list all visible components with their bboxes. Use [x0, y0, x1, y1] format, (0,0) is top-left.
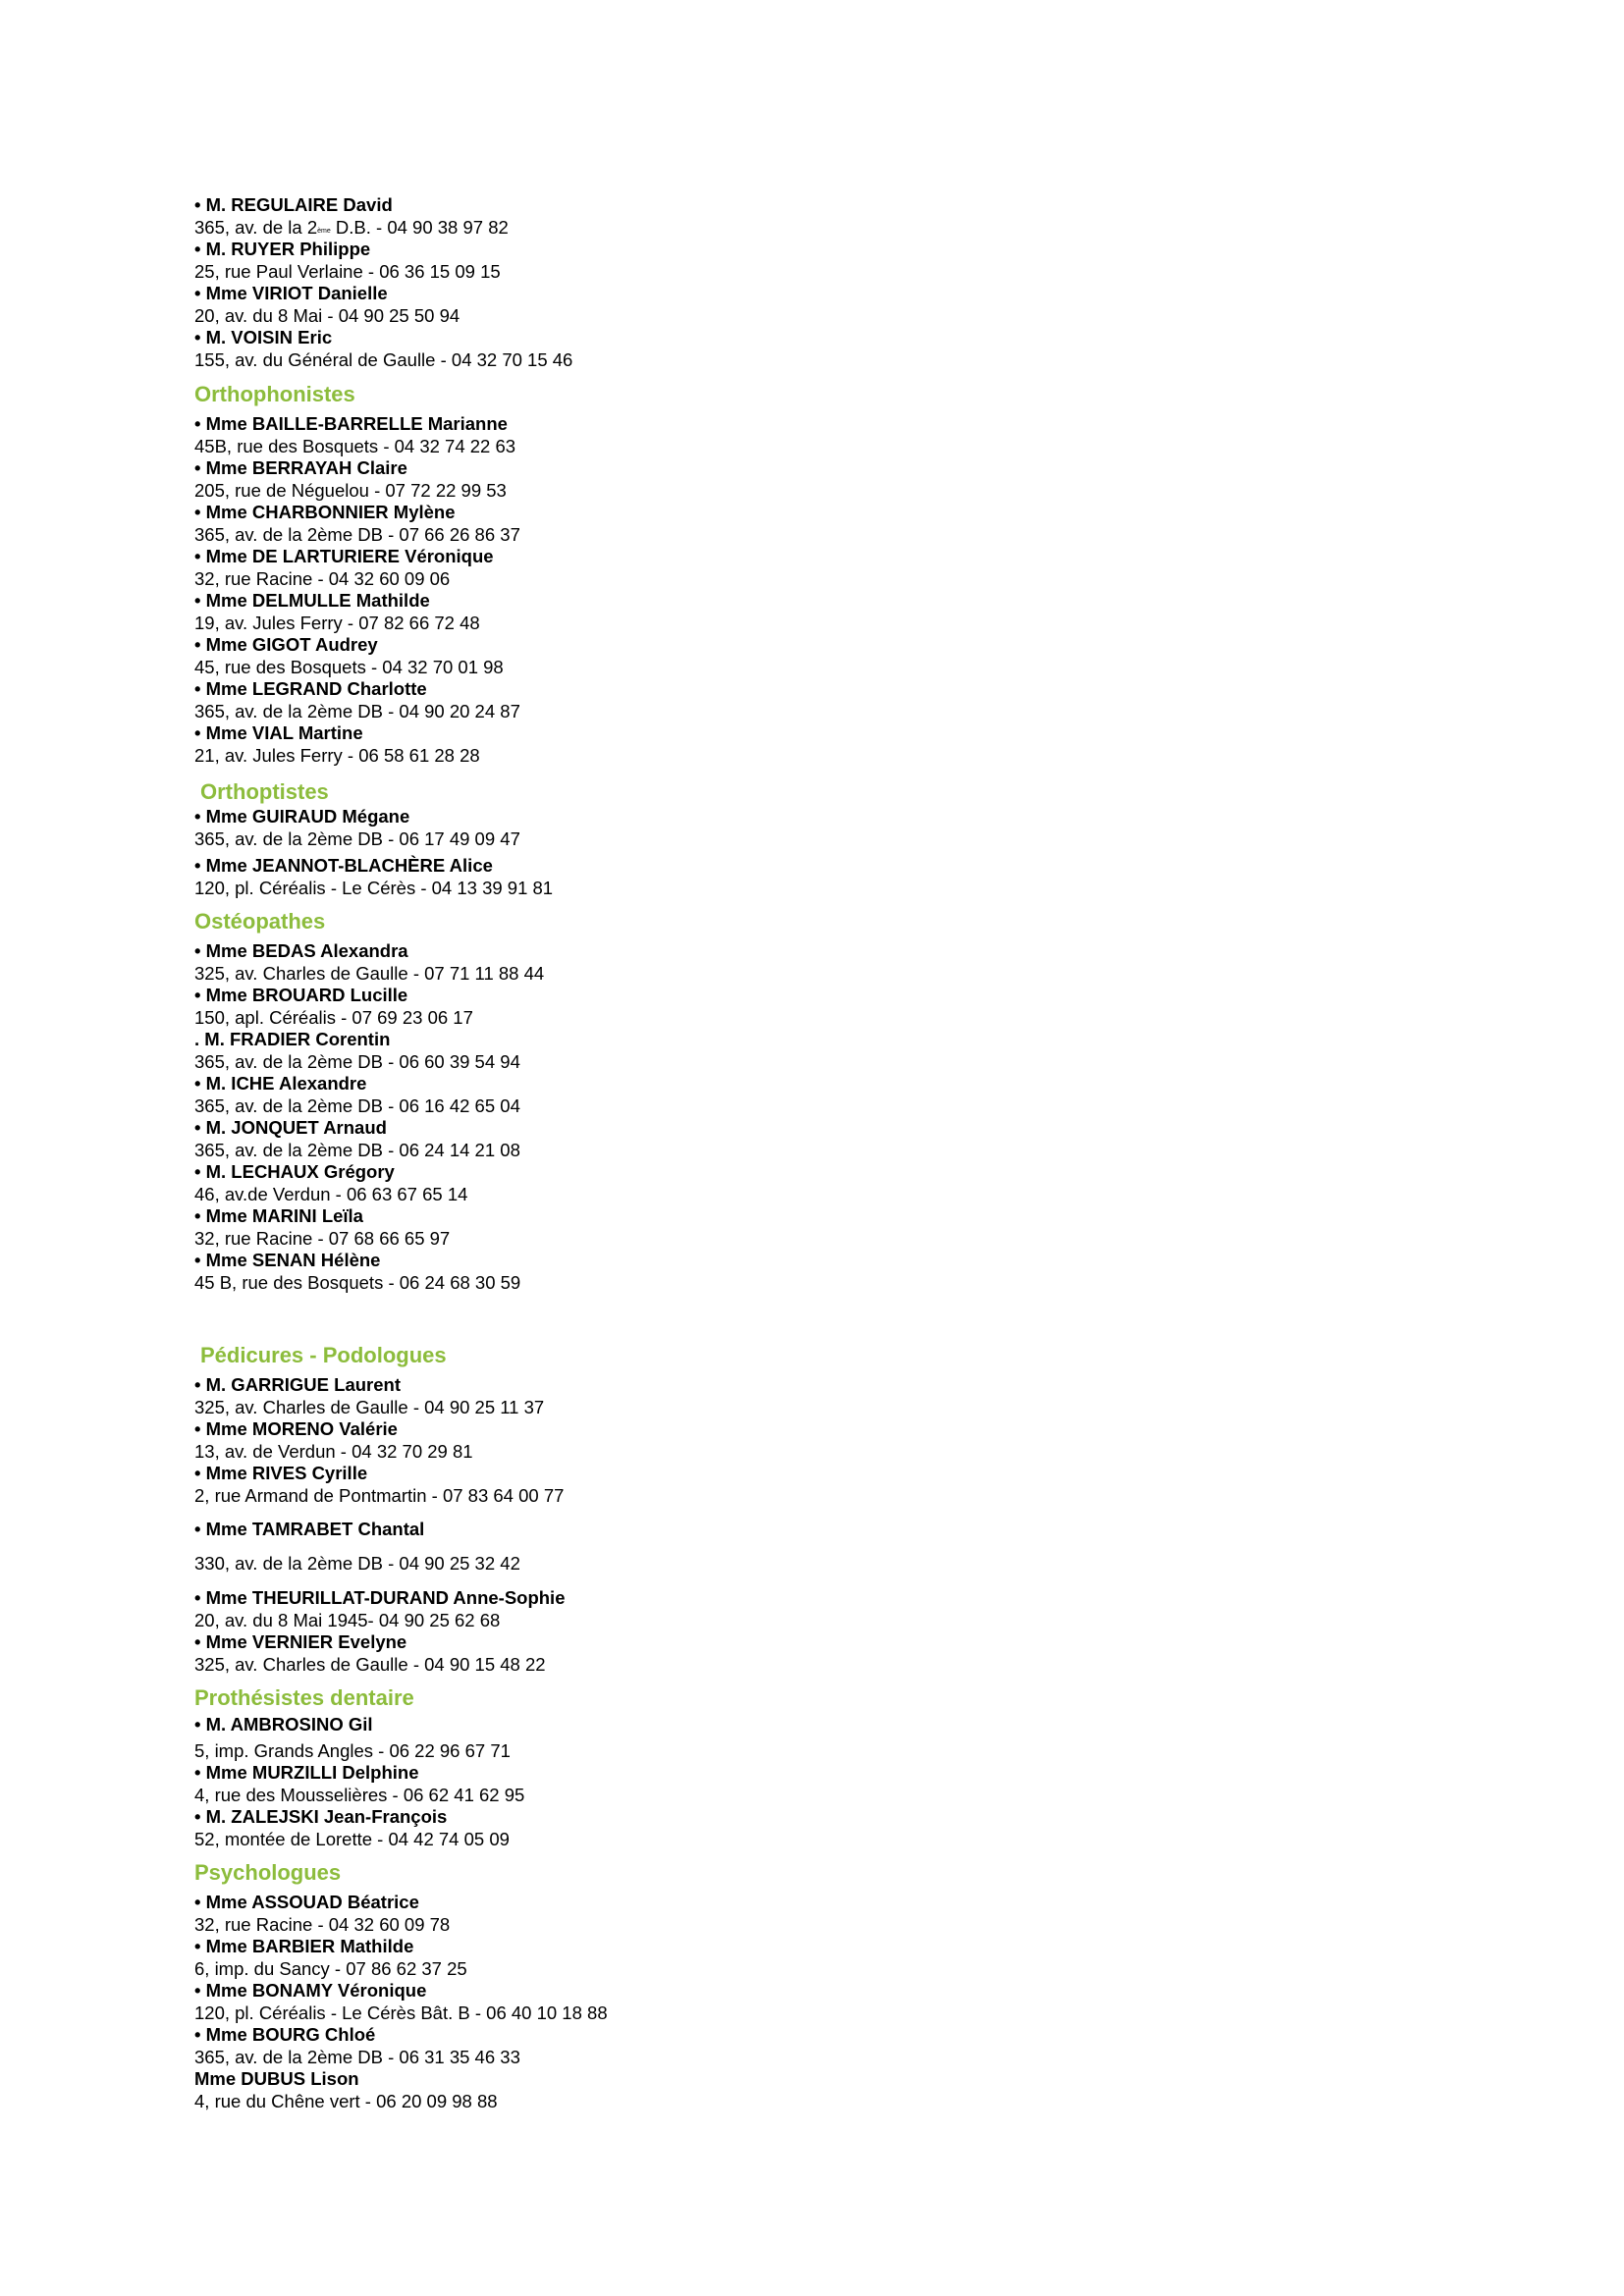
entry-address-voisin: 155, av. du Général de Gaulle - 04 32 70 15 46: [194, 349, 573, 370]
entry-name: • Mme BARBIER Mathilde: [194, 1936, 414, 1956]
entry-address: 150, apl. Céréalis - 07 69 23 06 17: [194, 1007, 473, 1028]
entry-name: • Mme MURZILLI Delphine: [194, 1762, 419, 1783]
entry-address: 32, rue Racine - 04 32 60 09 06: [194, 568, 451, 589]
entry-address: 6, imp. du Sancy - 07 86 62 37 25: [194, 1958, 467, 1979]
address-part: D.B. - 04 90 38 97 82: [330, 217, 509, 238]
entry-name-regulaire: • M. REGULAIRE David: [194, 194, 393, 215]
entry-name: • Mme THEURILLAT-DURAND Anne-Sophie: [194, 1587, 566, 1608]
entry-name-ruyer: • M. RUYER Philippe: [194, 239, 371, 259]
entry-address: 4, rue du Chêne vert - 06 20 09 98 88: [194, 2091, 498, 2111]
entry-name: • Mme BONAMY Véronique: [194, 1980, 427, 2001]
entry-address: 21, av. Jules Ferry - 06 58 61 28 28: [194, 745, 480, 766]
section-heading-orthophonistes: Orthophonistes: [194, 382, 355, 406]
entry-address: 45B, rue des Bosquets - 04 32 74 22 63: [194, 436, 516, 456]
entry-address: 365, av. de la 2ème DB - 06 16 42 65 04: [194, 1095, 520, 1116]
entry-name: • M. ZALEJSKI Jean-François: [194, 1806, 448, 1827]
entry-address: 19, av. Jules Ferry - 07 82 66 72 48: [194, 613, 480, 633]
entry-name: • Mme DELMULLE Mathilde: [194, 590, 430, 611]
entry-address: 2, rue Armand de Pontmartin - 07 83 64 00 77: [194, 1485, 565, 1506]
entry-name: • Mme TAMRABET Chantal: [194, 1519, 425, 1539]
entry-name: • Mme VIAL Martine: [194, 722, 363, 743]
entry-name: • Mme CHARBONNIER Mylène: [194, 502, 456, 522]
entry-address: 32, rue Racine - 07 68 66 65 97: [194, 1228, 451, 1249]
entry-name: • Mme VERNIER Evelyne: [194, 1631, 407, 1652]
address-part: 365, av. de la 2: [194, 217, 318, 238]
entry-name: • Mme MARINI Leïla: [194, 1205, 363, 1226]
entry-name: Mme DUBUS Lison: [194, 2068, 359, 2089]
section-heading-psychologues: Psychologues: [194, 1860, 342, 1885]
entry-address-regulaire: [194, 217, 509, 239]
entry-address: 325, av. Charles de Gaulle - 04 90 25 11 37: [194, 1397, 545, 1417]
entry-name: • M. LECHAUX Grégory: [194, 1161, 395, 1182]
entry-name: • Mme ASSOUAD Béatrice: [194, 1892, 419, 1912]
entry-name: • Mme RIVES Cyrille: [194, 1463, 368, 1483]
entry-address: 330, av. de la 2ème DB - 04 90 25 32 42: [194, 1553, 520, 1574]
entry-name: • Mme BROUARD Lucille: [194, 985, 408, 1005]
entry-address: 205, rue de Néguelou - 07 72 22 99 53: [194, 480, 507, 501]
entry-name: • M. JONQUET Arnaud: [194, 1117, 387, 1138]
entry-address: 325, av. Charles de Gaulle - 07 71 11 88 44: [194, 963, 545, 984]
entry-address: 20, av. du 8 Mai 1945- 04 90 25 62 68: [194, 1610, 501, 1630]
entry-name: • Mme GUIRAUD Mégane: [194, 806, 410, 827]
section-heading-prothesistes-dentaire: Prothésistes dentaire: [194, 1685, 414, 1710]
entry-address-ruyer: 25, rue Paul Verlaine - 06 36 15 09 15: [194, 261, 501, 282]
entry-address: 365, av. de la 2ème DB - 06 24 14 21 08: [194, 1140, 520, 1160]
entry-address: 45, rue des Bosquets - 04 32 70 01 98: [194, 657, 504, 677]
entry-address: 325, av. Charles de Gaulle - 04 90 15 48 22: [194, 1654, 546, 1675]
entry-name: • M. GARRIGUE Laurent: [194, 1374, 401, 1395]
entry-name: • Mme BEDAS Alexandra: [194, 940, 408, 961]
entry-address: 120, pl. Céréalis - Le Cérès Bât. B - 06 40 10 18 88: [194, 2002, 608, 2023]
entry-address: 13, av. de Verdun - 04 32 70 29 81: [194, 1441, 473, 1462]
entry-name: • Mme SENAN Hélène: [194, 1250, 381, 1270]
entry-address: 365, av. de la 2ème DB - 04 90 20 24 87: [194, 701, 520, 721]
entry-address: 365, av. de la 2ème DB - 06 17 49 09 47: [194, 828, 520, 849]
section-heading-orthoptistes: Orthoptistes: [200, 779, 329, 804]
entry-name: • Mme BAILLE-BARRELLE Marianne: [194, 413, 508, 434]
entry-address: 45 B, rue des Bosquets - 06 24 68 30 59: [194, 1272, 521, 1293]
entry-name: • Mme GIGOT Audrey: [194, 634, 378, 655]
entry-address: 365, av. de la 2ème DB - 06 31 35 46 33: [194, 2047, 520, 2067]
entry-name: • M. ICHE Alexandre: [194, 1073, 367, 1094]
section-heading-osteopathes: Ostéopathes: [194, 909, 326, 934]
entry-address: 4, rue des Mousselières - 06 62 41 62 95: [194, 1785, 525, 1805]
entry-address: 120, pl. Céréalis - Le Cérès - 04 13 39 91 81: [194, 878, 554, 898]
entry-name: • Mme MORENO Valérie: [194, 1418, 398, 1439]
entry-name: • Mme BOURG Chloé: [194, 2024, 376, 2045]
entry-address: 365, av. de la 2ème DB - 06 60 39 54 94: [194, 1051, 520, 1072]
entry-name: • Mme LEGRAND Charlotte: [194, 678, 427, 699]
entry-address: 46, av.de Verdun - 06 63 67 65 14: [194, 1184, 468, 1204]
entry-name: . M. FRADIER Corentin: [194, 1029, 391, 1049]
entry-address-viriot: 20, av. du 8 Mai - 04 90 25 50 94: [194, 305, 460, 326]
entry-address: 52, montée de Lorette - 04 42 74 05 09: [194, 1829, 510, 1849]
superscript: ème: [317, 228, 331, 235]
entry-name-viriot: • Mme VIRIOT Danielle: [194, 283, 388, 303]
entry-name: • Mme BERRAYAH Claire: [194, 457, 407, 478]
entry-name: • Mme DE LARTURIERE Véronique: [194, 546, 494, 566]
entry-address: 365, av. de la 2ème DB - 07 66 26 86 37: [194, 524, 520, 545]
section-heading-pedicures-podologues: Pédicures - Podologues: [200, 1343, 447, 1367]
entry-address: 32, rue Racine - 04 32 60 09 78: [194, 1914, 451, 1935]
entry-name: • Mme JEANNOT-BLACHÈRE Alice: [194, 855, 493, 876]
entry-name-voisin: • M. VOISIN Eric: [194, 327, 333, 347]
entry-name: • M. AMBROSINO Gil: [194, 1714, 373, 1735]
entry-address: 5, imp. Grands Angles - 06 22 96 67 71: [194, 1740, 511, 1761]
